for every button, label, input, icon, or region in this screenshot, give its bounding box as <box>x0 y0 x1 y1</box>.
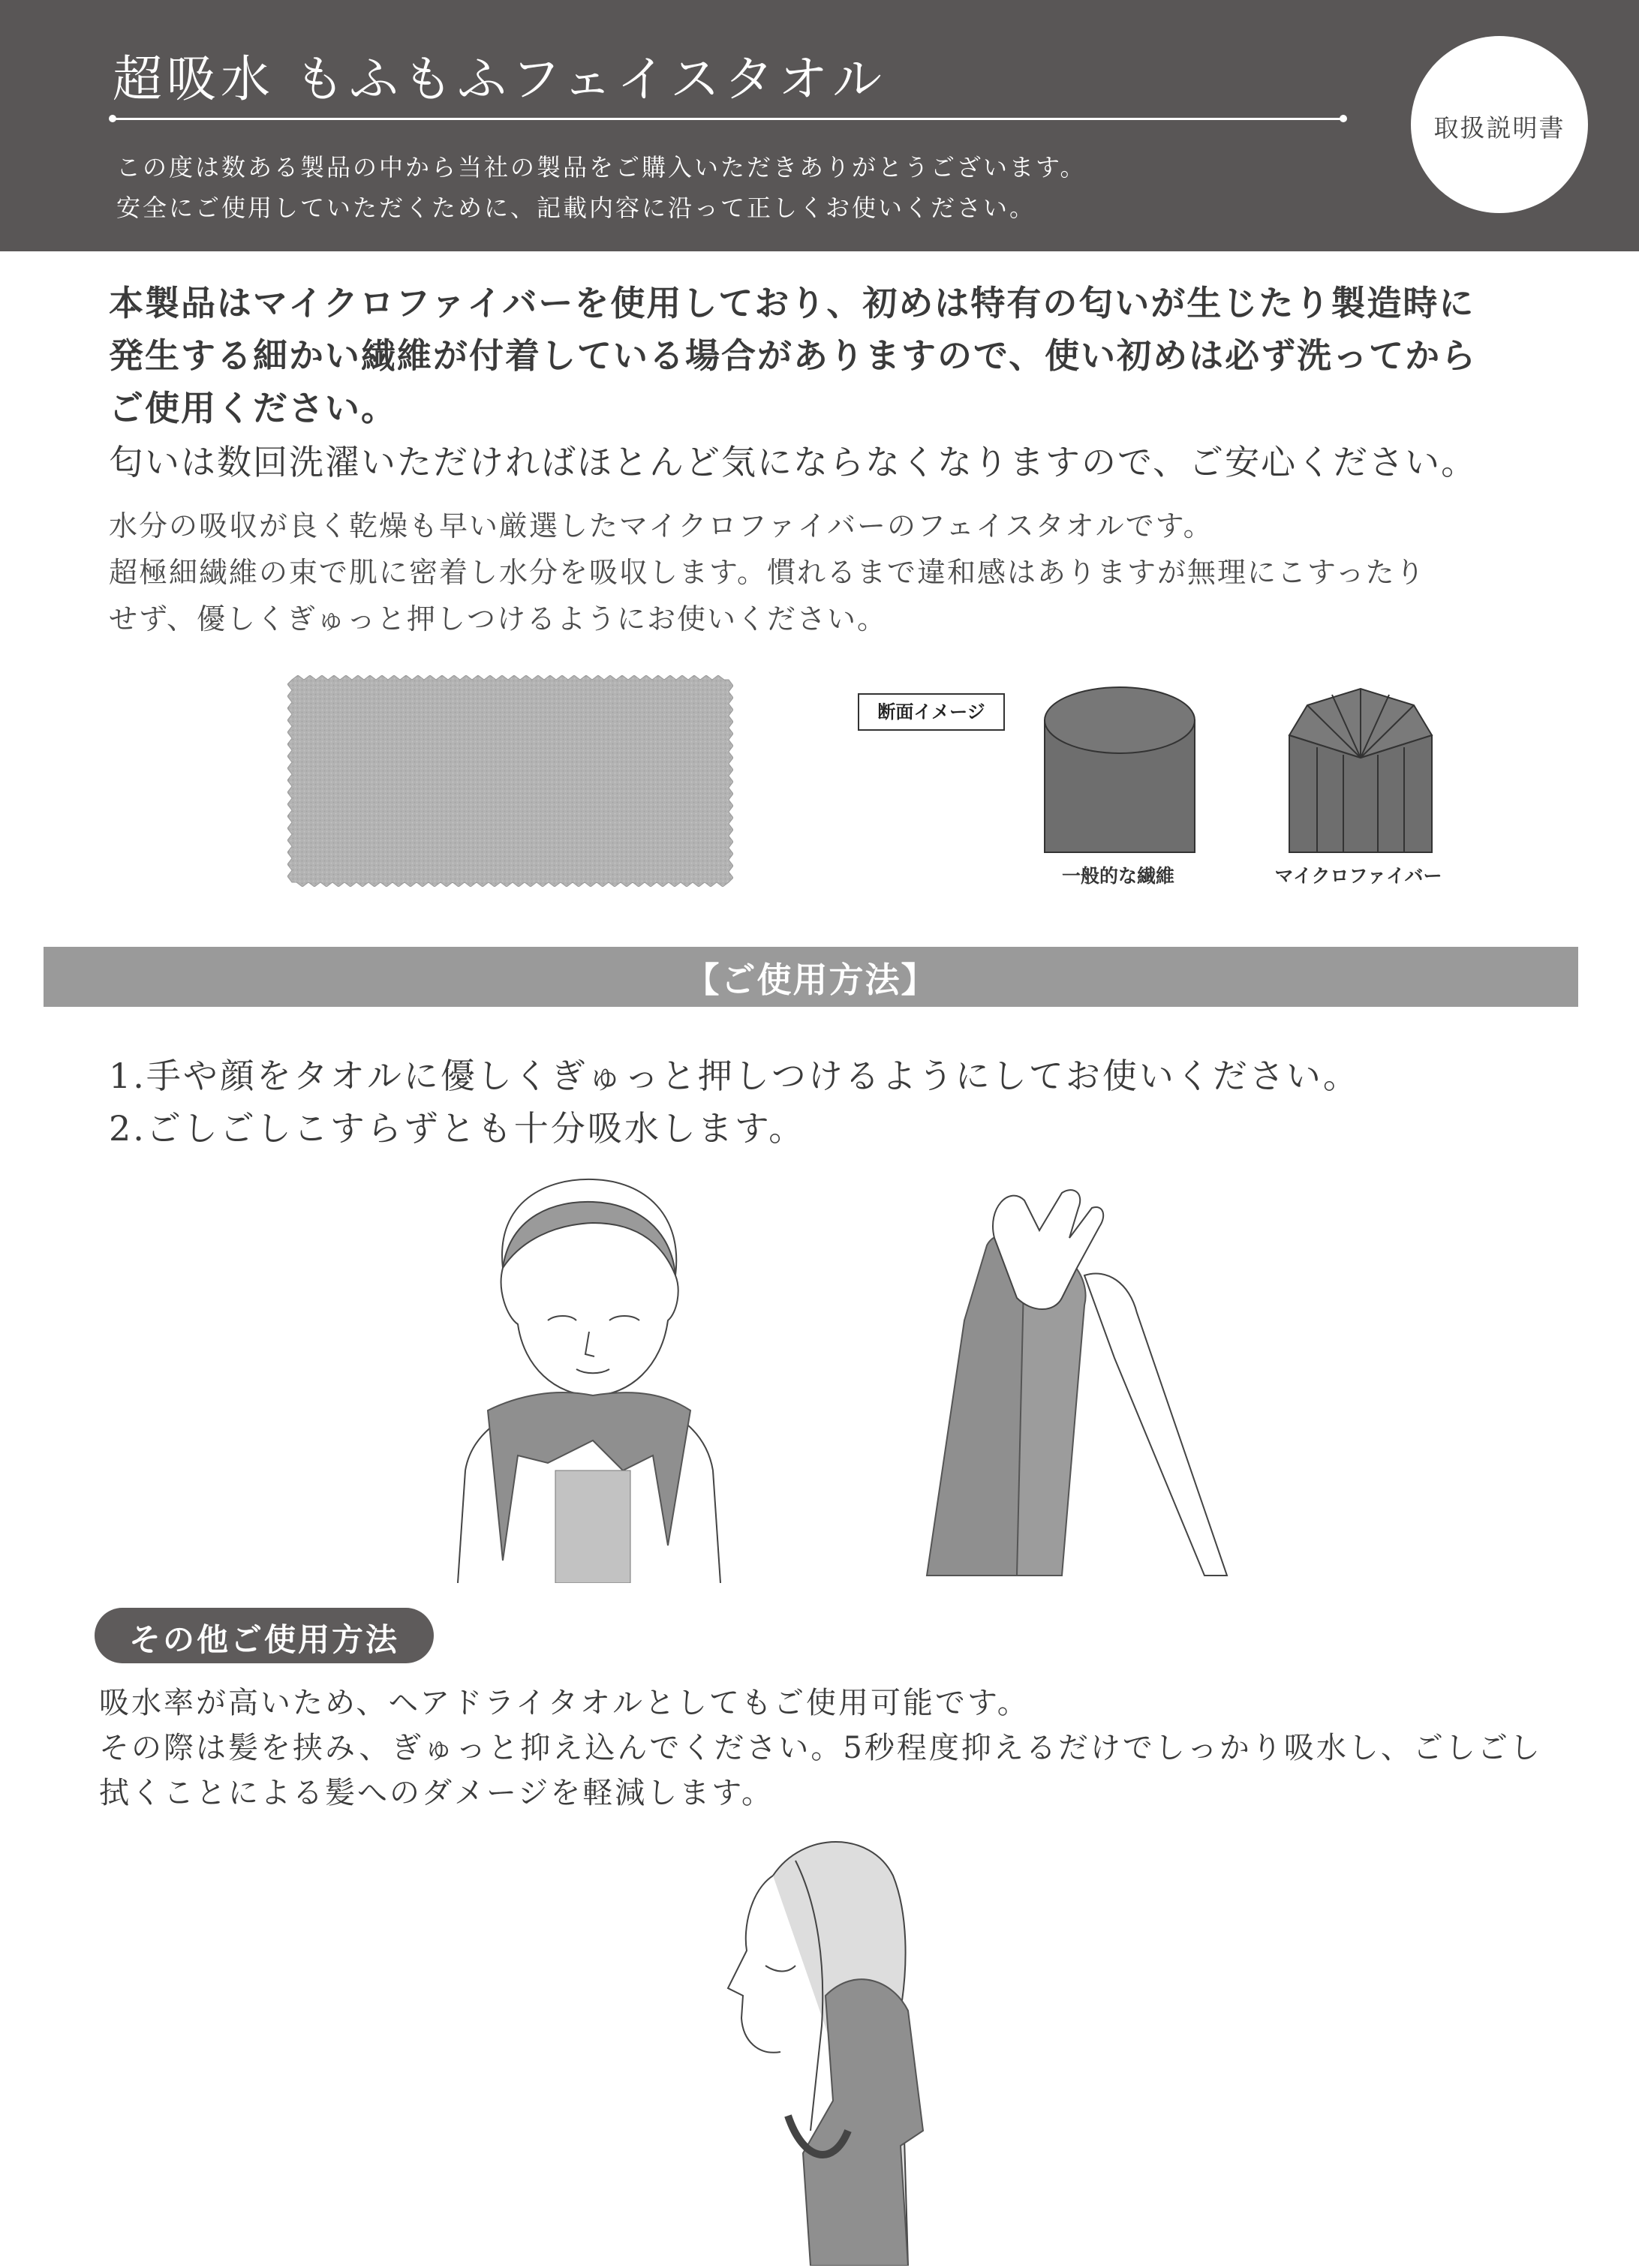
fiber-cross-section-diagram <box>1036 675 1456 893</box>
hair-towel-illustration <box>683 1816 938 2266</box>
notice-bold-line: 発生する細かい繊維が付着している場合がありますので、使い初めは必ず洗ってから <box>109 335 1478 376</box>
other-usage-title: その他ご使用方法 <box>128 1621 399 1658</box>
cross-section-label: 断面イメージ <box>858 693 1005 731</box>
general-fiber-caption: 一般的な繊維 <box>1061 865 1174 887</box>
general-fiber-shape <box>1045 687 1195 852</box>
notice-bold-line: 本製品はマイクロファイバーを使用しており、初めは特有の匂いが生じたり製造時に <box>109 283 1475 323</box>
usage-step: 2.ごしごしこすらずとも十分吸水します。 <box>109 1108 806 1149</box>
description-line: せず、優しくぎゅっと押しつけるようにお使いください。 <box>109 602 887 635</box>
microfiber-caption: マイクロファイバー <box>1274 865 1442 887</box>
other-usage-line: 拭くことによる髪へのダメージを軽減します。 <box>99 1776 774 1810</box>
towel-swatch-image <box>287 675 733 887</box>
underline-dot-left <box>109 115 116 122</box>
description-line: 水分の吸収が良く乾燥も早い厳選したマイクロファイバーのフェイスタオルです。 <box>109 509 1213 542</box>
usage-title: 【ご使用方法】 <box>684 960 937 1000</box>
microfiber-shape <box>1289 689 1432 852</box>
description-line: 超極細繊維の束で肌に密着し水分を吸収します。慣れるまで違和感はありますが無理にこすったり <box>109 556 1426 589</box>
underline-dot-right <box>1340 115 1347 122</box>
title-underline <box>113 118 1343 120</box>
product-title: 超吸水 もふもふフェイスタオル <box>113 50 887 108</box>
intro-line: この度は数ある製品の中から当社の製品をご購入いただきありがとうございます。 <box>116 153 1087 182</box>
notice-bold-line: ご使用ください。 <box>109 388 397 428</box>
other-usage-line: その際は髪を挟み、ぎゅっと抑え込んでください。5秒程度抑えるだけでしっかり吸水し、ごしごし <box>99 1731 1542 1765</box>
usage-step: 1.手や顔をタオルに優しくぎゅっと押しつけるようにしてお使いください。 <box>109 1056 1360 1096</box>
hands-holding-towel-illustration <box>912 1185 1242 1583</box>
notice-regular-line: 匂いは数回洗濯いただければほとんど気にならなくなりますので、ご安心ください。 <box>109 442 1478 482</box>
manual-badge-label: 取扱説明書 <box>1433 113 1565 143</box>
other-usage-line: 吸水率が高いため、ヘアドライタオルとしてもご使用可能です。 <box>99 1686 1030 1720</box>
woman-towel-face-illustration <box>443 1170 735 1583</box>
intro-line: 安全にご使用していただくために、記載内容に沿って正しくお使いください。 <box>116 194 1036 222</box>
